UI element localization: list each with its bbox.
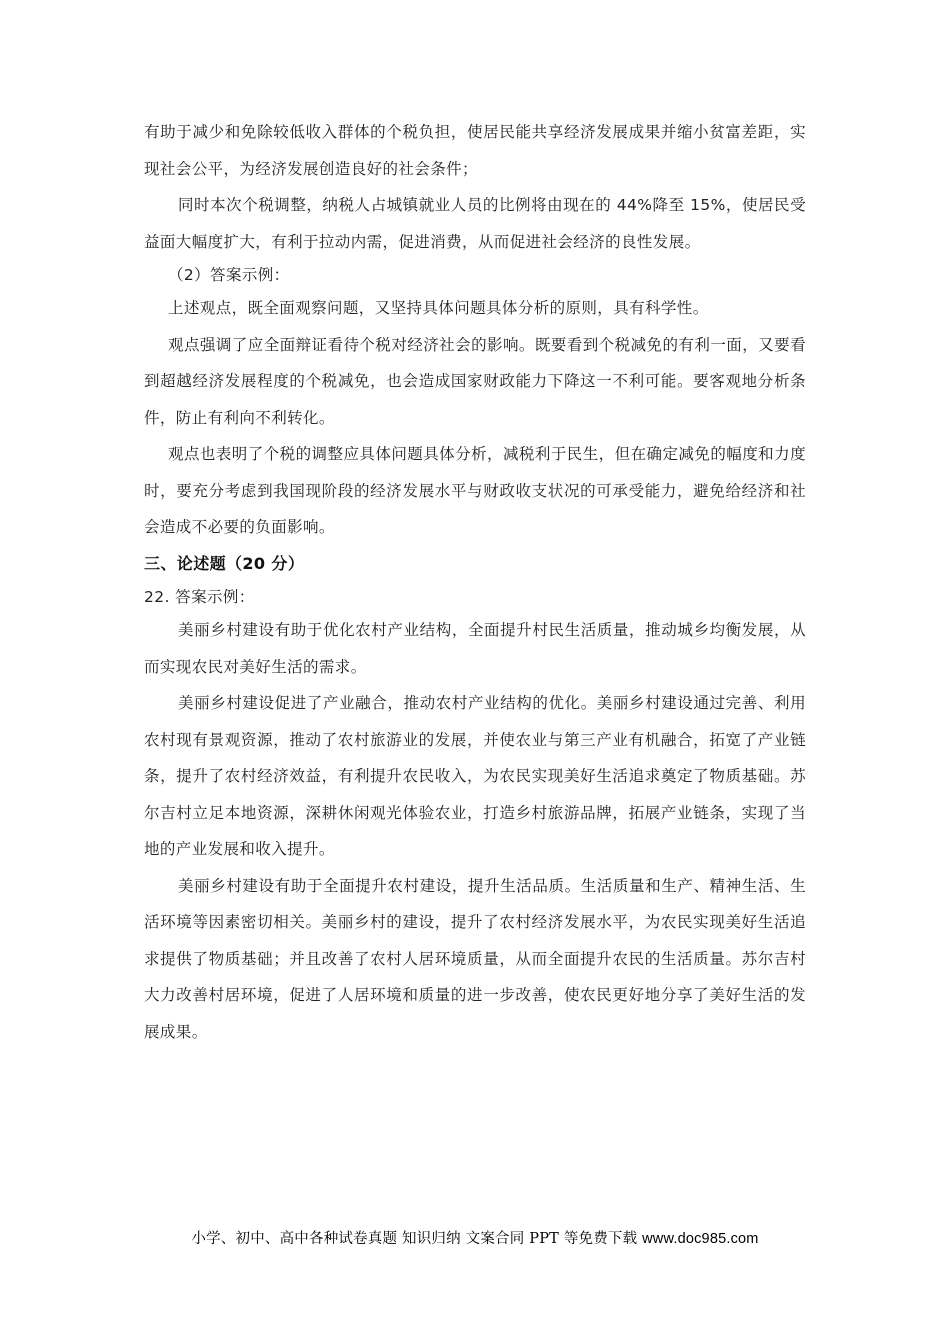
footer-text: 小学、初中、高中各种试卷真题 知识归纳 文案合同 PPT 等免费下载: [191, 1231, 638, 1247]
page-footer: [0, 1227, 950, 1248]
answer-example-label-2: （2）答案示例：: [168, 266, 290, 284]
paragraph-viewpoint-dialectical: 观点强调了应全面辩证看待个税对经济社会的影响。既要看到个税减免的有利一面，又要看到超越经济发展程度的个税减免，也会造成国家财政能力下降这一不利可能。要客观地分析条件，防止有利向不利转化。: [144, 335, 806, 427]
paragraph-rural-overview: 美丽乡村建设有助于优化农村产业结构，全面提升村民生活质量，推动城乡均衡发展，从而实现农民对美好生活的需求。: [144, 621, 806, 676]
question-22-label: 22. 答案示例：: [144, 588, 255, 606]
paragraph-viewpoint-specific: 观点也表明了个税的调整应具体问题具体分析，减税利于民生，但在确定减免的幅度和力度时，要充分考虑到我国现阶段的经济发展水平与财政收支状况的可承受能力，避免给经济和社会造成不必要的负面影响。: [144, 445, 806, 536]
paragraph-life-quality: 美丽乡村建设有助于全面提升农村建设，提升生活品质。生活质量和生产、精神生活、生活环境等因素密切相关。美丽乡村的建设，提升了农村经济发展水平，为农民实现美好生活追求提供了物质基础；并且改善了农村人居环境质量，从而全面提升农民的生活质量。苏尔吉村大力改善村居环境，促进了人居环境和质量的进一步改善，使农民更好地分享了美好生活的发展成果。: [144, 876, 806, 1041]
section-heading-essay: 三、论述题（20 分）: [144, 553, 305, 573]
paragraph-tax-adjustment: 同时本次个税调整，纳税人占城镇就业人员的比例将由现在的 44%降至 15%，使居民受益面大幅度扩大，有利于拉动内需，促进消费，从而促进社会经济的良性发展。: [144, 196, 806, 251]
paragraph-industry-integration: 美丽乡村建设促进了产业融合，推动农村产业结构的优化。美丽乡村建设通过完善、利用农村现有景观资源，推动了农村旅游业的发展，并使农业与第三产业有机融合，拓宽了产业链条，提升了农村经济效益，有利提升农民收入，为农民实现美好生活追求奠定了物质基础。苏尔吉村立足本地资源，深耕休闲观光体验农业，打造乡村旅游品牌，拓展产业链条，实现了当地的产业发展和收入提升。: [144, 694, 806, 858]
document-body: [144, 114, 806, 1050]
paragraph-viewpoint-scientific: 上述观点，既全面观察问题，又坚持具体问题具体分析的原则，具有科学性。: [168, 299, 709, 317]
footer-url-link[interactable]: www.doc985.com: [642, 1231, 759, 1247]
paragraph-tax-benefit: 有助于减少和免除较低收入群体的个税负担，使居民能共享经济发展成果并缩小贫富差距，实现社会公平，为经济发展创造良好的社会条件；: [144, 123, 806, 178]
